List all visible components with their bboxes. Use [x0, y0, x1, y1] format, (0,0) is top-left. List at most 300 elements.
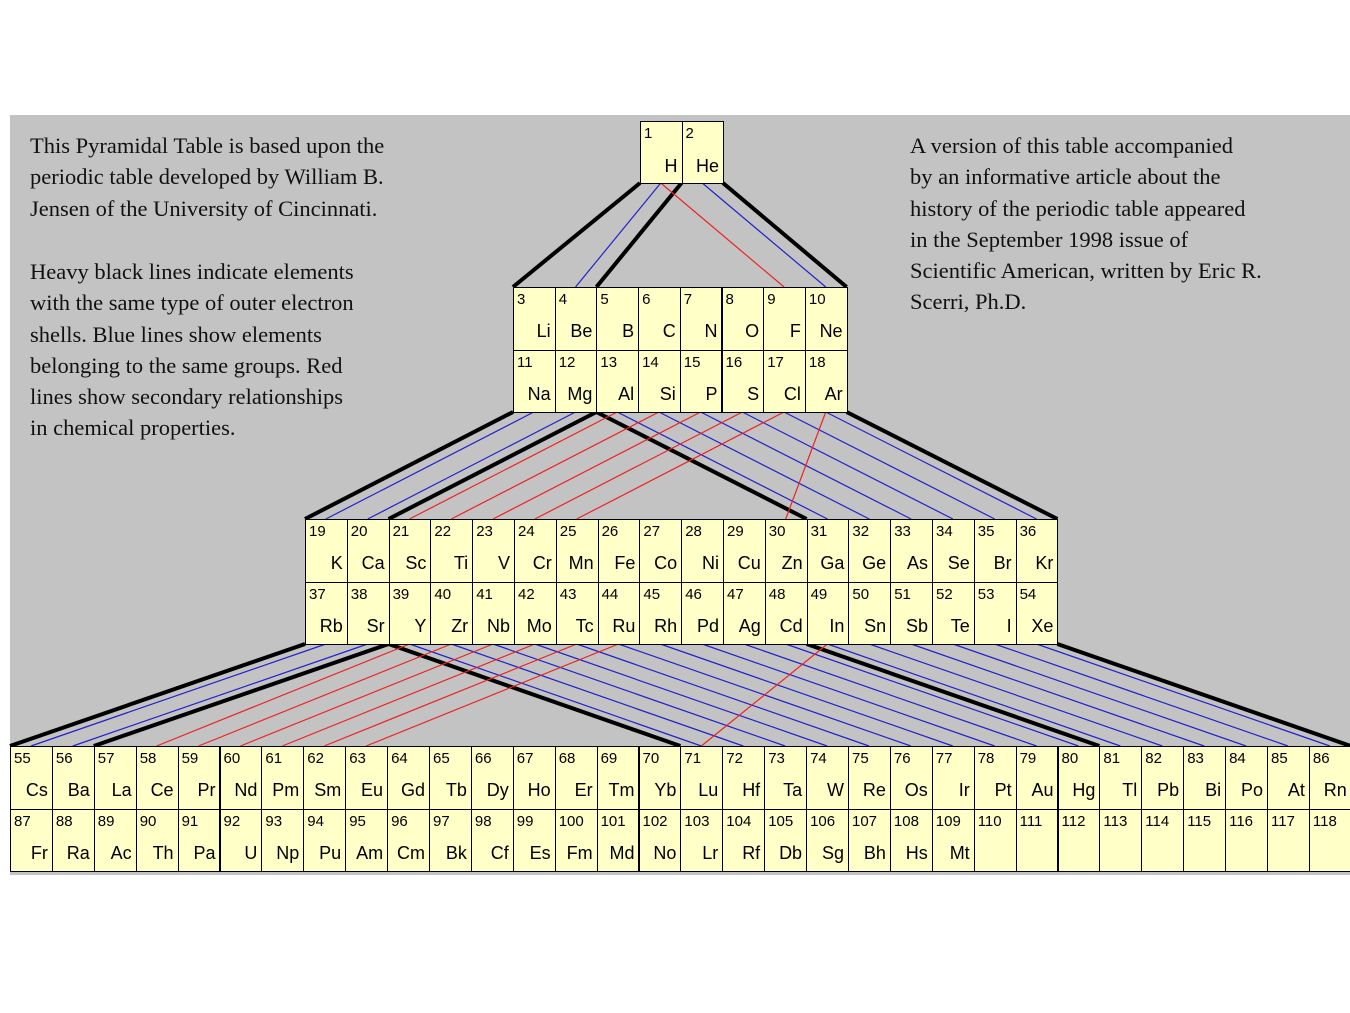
atomic-number: 11	[517, 353, 533, 371]
element-cell-66	[471, 746, 514, 810]
element-cell-115	[1183, 809, 1226, 873]
element-cell-79	[1016, 746, 1059, 810]
secondary-line-17-25	[577, 412, 784, 519]
element-cell-87	[10, 809, 53, 873]
atomic-number: 74	[810, 750, 827, 767]
element-cell-19	[305, 519, 348, 583]
element-cell-4	[555, 287, 598, 351]
element-symbol: U	[244, 842, 258, 863]
atomic-number: 60	[223, 750, 241, 767]
element-symbol: C	[662, 321, 676, 341]
atomic-number: 75	[852, 750, 869, 767]
atomic-number: 53	[977, 585, 995, 603]
element-cell-105	[764, 809, 807, 873]
heavy-line-1-3	[513, 183, 640, 287]
atomic-number: 63	[349, 750, 366, 767]
atomic-number: 111	[1019, 812, 1043, 830]
element-cell-55	[10, 746, 53, 810]
legend-note: Heavy black lines indicate elements with the same type of outer electron shells. Blue lines show elements belonging to the same groups. Red lines show secondary relationships in chemical properties.	[30, 259, 354, 441]
element-cell-43	[556, 582, 599, 646]
atomic-number: 49	[810, 585, 828, 603]
atomic-number: 66	[474, 750, 492, 767]
element-symbol: Pu	[319, 842, 342, 863]
atomic-number: 112	[1061, 812, 1086, 830]
atomic-number: 114	[1145, 812, 1170, 830]
element-symbol: In	[829, 615, 845, 636]
element-symbol: Re	[862, 780, 886, 800]
element-cell-73	[764, 746, 807, 810]
secondary-line-15-23	[493, 412, 701, 519]
element-symbol: Bk	[445, 842, 467, 863]
element-symbol: Ni	[701, 553, 719, 573]
group-line-40-72	[451, 644, 743, 746]
atomic-number: 44	[601, 585, 619, 603]
element-cell-46	[681, 582, 724, 646]
element-cell-97	[429, 809, 472, 873]
element-cell-91	[178, 809, 221, 873]
element-symbol: Nd	[234, 780, 258, 800]
element-symbol: Th	[152, 842, 174, 863]
element-cell-11	[513, 350, 556, 414]
element-symbol: Li	[536, 321, 551, 341]
element-symbol: Yb	[654, 780, 677, 800]
element-cell-118	[1309, 809, 1350, 873]
secondary-line-49-71	[701, 644, 827, 746]
element-cell-85	[1267, 746, 1310, 810]
element-cell-102	[639, 809, 682, 873]
element-cell-56	[52, 746, 95, 810]
source-note: A version of this table accompanied by an informative article about the history of the periodic table appeared in the September 1998 issue of Scientific American, written by Eric R. Scerri, Ph.D.	[910, 133, 1262, 315]
element-cell-22	[430, 519, 473, 583]
element-cell-48	[765, 582, 808, 646]
atomic-number: 29	[727, 523, 744, 540]
element-symbol: Ra	[66, 842, 90, 863]
element-symbol: Cf	[490, 842, 509, 863]
element-cell-54	[1016, 582, 1059, 646]
element-cell-110	[974, 809, 1017, 873]
element-cell-101	[597, 809, 640, 873]
element-cell-67	[513, 746, 556, 810]
element-cell-33	[890, 519, 933, 583]
element-symbol: Hg	[1072, 780, 1096, 800]
element-symbol: Pr	[197, 780, 216, 800]
element-cell-27	[639, 519, 682, 583]
atomic-number: 27	[643, 523, 661, 540]
group-line-18-36	[826, 412, 1037, 519]
element-cell-78	[974, 746, 1017, 810]
atomic-number: 84	[1229, 750, 1246, 767]
element-symbol: Mg	[567, 383, 593, 404]
element-symbol: Y	[414, 615, 427, 636]
group-line-53-85	[995, 644, 1288, 746]
element-cell-71	[680, 746, 723, 810]
element-symbol: Fr	[30, 842, 48, 863]
element-cell-80	[1058, 746, 1101, 810]
element-symbol: Mo	[526, 615, 552, 636]
atomic-number: 9	[767, 291, 776, 308]
atomic-number: 68	[558, 750, 576, 767]
element-cell-76	[890, 746, 933, 810]
atomic-number: 108	[893, 812, 919, 830]
element-cell-69	[597, 746, 640, 810]
element-symbol: I	[1006, 615, 1012, 636]
atomic-number: 56	[55, 750, 73, 767]
element-symbol: Am	[356, 842, 384, 863]
group-line-13-31	[617, 412, 827, 519]
element-cell-88	[52, 809, 95, 873]
element-symbol: Fe	[614, 553, 636, 573]
atomic-number: 5	[600, 291, 609, 308]
heavy-line-37-55	[10, 644, 305, 746]
element-cell-40	[430, 582, 473, 646]
atomic-number: 90	[139, 812, 157, 830]
element-symbol: K	[330, 553, 343, 573]
atomic-number: 101	[600, 812, 626, 830]
element-cell-75	[848, 746, 891, 810]
element-symbol: Np	[276, 842, 300, 863]
atomic-number: 117	[1271, 812, 1295, 830]
element-cell-62	[303, 746, 346, 810]
element-symbol: At	[1287, 780, 1305, 800]
element-symbol: Cs	[25, 780, 48, 800]
atomic-number: 87	[14, 812, 31, 830]
atomic-number: 6	[642, 291, 651, 308]
atomic-number: 45	[643, 585, 661, 603]
atomic-number: 4	[558, 291, 568, 308]
element-symbol: Ca	[361, 553, 385, 573]
element-cell-96	[387, 809, 430, 873]
element-symbol: Nb	[486, 615, 510, 636]
element-symbol: As	[906, 553, 928, 573]
heavy-line-39-71	[389, 644, 681, 746]
element-cell-98	[471, 809, 514, 873]
atomic-number: 116	[1229, 812, 1254, 830]
element-symbol: Kr	[1035, 553, 1054, 573]
element-symbol: Ta	[783, 780, 803, 800]
element-cell-92	[220, 809, 263, 873]
element-symbol: Zr	[451, 615, 469, 636]
secondary-line-42-61	[282, 644, 535, 746]
secondary-line-1-9	[661, 183, 784, 287]
atomic-number: 79	[1019, 750, 1037, 767]
atomic-number: 92	[223, 812, 241, 830]
element-cell-65	[429, 746, 472, 810]
element-symbol: Ir	[958, 780, 970, 800]
atomic-number: 3	[517, 291, 526, 308]
atomic-number: 85	[1271, 750, 1288, 767]
element-symbol: Es	[529, 842, 551, 863]
intro-note: This Pyramidal Table is based upon the periodic table developed by William B. Jensen of the University of Cincinnati.	[30, 133, 385, 221]
atomic-number: 78	[977, 750, 995, 767]
atomic-number: 72	[726, 750, 743, 767]
atomic-number: 46	[685, 585, 702, 603]
atomic-number: 104	[726, 812, 752, 830]
group-line-17-35	[784, 412, 995, 519]
element-cell-61	[261, 746, 304, 810]
atomic-number: 37	[309, 585, 326, 603]
atomic-number: 13	[600, 353, 618, 371]
group-line-14-32	[659, 412, 869, 519]
element-cell-21	[389, 519, 432, 583]
element-cell-25	[556, 519, 599, 583]
atomic-number: 42	[518, 585, 535, 603]
element-cell-103	[680, 809, 723, 873]
heavy-line-38-57	[94, 644, 389, 746]
element-symbol: Au	[1031, 780, 1054, 800]
element-symbol: Bh	[863, 842, 886, 863]
group-line-48-80	[786, 644, 1079, 746]
element-symbol: Sg	[821, 842, 844, 863]
atomic-number: 88	[55, 812, 73, 830]
element-symbol: B	[622, 321, 635, 341]
group-line-43-75	[577, 644, 869, 746]
element-cell-74	[806, 746, 849, 810]
element-symbol: Cm	[396, 842, 425, 863]
element-symbol: Sr	[366, 615, 385, 636]
atomic-number: 83	[1187, 750, 1204, 767]
atomic-number: 7	[683, 291, 693, 308]
group-line-54-86	[1037, 644, 1330, 746]
element-symbol: Eu	[361, 780, 384, 800]
element-cell-23	[472, 519, 515, 583]
element-symbol: Al	[618, 383, 635, 404]
element-cell-53	[974, 582, 1017, 646]
element-cell-35	[974, 519, 1017, 583]
element-cell-59	[178, 746, 221, 810]
element-cell-89	[94, 809, 137, 873]
element-cell-106	[806, 809, 849, 873]
element-symbol: Ho	[527, 780, 551, 800]
atomic-number: 118	[1312, 812, 1337, 830]
group-line-42-74	[535, 644, 827, 746]
atomic-number: 10	[808, 291, 826, 308]
atomic-number: 57	[97, 750, 115, 767]
element-cell-18	[805, 350, 848, 414]
element-cell-38	[347, 582, 390, 646]
atomic-number: 19	[309, 523, 326, 540]
element-symbol: Ac	[110, 842, 132, 863]
atomic-number: 99	[516, 812, 534, 830]
element-cell-28	[681, 519, 724, 583]
element-cell-10	[805, 287, 848, 351]
element-symbol: Po	[1240, 780, 1263, 800]
element-symbol: Sc	[405, 553, 427, 573]
atomic-number: 58	[139, 750, 157, 767]
element-symbol: Ru	[612, 615, 636, 636]
atomic-number: 28	[685, 523, 702, 540]
atomic-number: 100	[558, 812, 584, 830]
atomic-number: 41	[476, 585, 493, 603]
element-symbol: Ba	[67, 780, 90, 800]
element-cell-15	[680, 350, 723, 414]
atomic-number: 22	[434, 523, 452, 540]
element-cell-100	[555, 809, 598, 873]
element-cell-6	[638, 287, 681, 351]
heavy-line-48-81	[807, 644, 1100, 746]
element-cell-117	[1267, 809, 1310, 873]
element-symbol: He	[695, 156, 719, 176]
element-symbol: Cl	[783, 383, 801, 404]
element-cell-58	[136, 746, 179, 810]
element-cell-41	[472, 582, 515, 646]
atomic-number: 76	[893, 750, 911, 767]
group-line-2-10	[702, 183, 826, 287]
atomic-number: 24	[518, 523, 535, 540]
atomic-number: 55	[14, 750, 31, 767]
atomic-number: 31	[810, 523, 828, 540]
element-symbol: Ti	[453, 553, 469, 573]
atomic-number: 89	[97, 812, 115, 830]
element-symbol: Bi	[1205, 780, 1222, 800]
element-cell-31	[807, 519, 850, 583]
element-symbol: Si	[659, 383, 676, 404]
element-symbol: Os	[904, 780, 928, 800]
element-symbol: Rb	[319, 615, 343, 636]
atomic-number: 91	[181, 812, 199, 830]
element-cell-42	[514, 582, 557, 646]
atomic-number: 1	[644, 125, 653, 142]
element-symbol: Zn	[781, 553, 803, 573]
atomic-number: 69	[600, 750, 618, 767]
atomic-number: 81	[1103, 750, 1121, 767]
element-cell-12	[555, 350, 598, 414]
atomic-number: 33	[894, 523, 911, 540]
element-cell-57	[94, 746, 137, 810]
element-cell-30	[765, 519, 808, 583]
atomic-number: 35	[977, 523, 995, 540]
element-symbol: Sb	[905, 615, 928, 636]
element-symbol: Ag	[738, 615, 761, 636]
element-cell-7	[680, 287, 723, 351]
element-cell-37	[305, 582, 348, 646]
atomic-number: 97	[433, 812, 450, 830]
atomic-number: 39	[392, 585, 410, 603]
group-line-47-79	[744, 644, 1037, 746]
element-symbol: Gd	[400, 780, 425, 800]
element-symbol: Se	[947, 553, 970, 573]
element-cell-16	[722, 350, 765, 414]
element-symbol: Cr	[532, 553, 552, 573]
element-cell-63	[345, 746, 388, 810]
element-cell-108	[890, 809, 933, 873]
element-symbol: Te	[950, 615, 970, 636]
element-cell-77	[932, 746, 975, 810]
element-cell-95	[345, 809, 388, 873]
element-symbol: Md	[609, 842, 635, 863]
element-cell-20	[347, 519, 390, 583]
element-symbol: Lr	[702, 842, 719, 863]
element-symbol: No	[653, 842, 677, 863]
atomic-number: 106	[810, 812, 836, 830]
secondary-line-41-60	[240, 644, 493, 746]
atomic-number: 47	[727, 585, 744, 603]
element-cell-32	[848, 519, 891, 583]
atomic-number: 25	[559, 523, 577, 540]
element-symbol: Tl	[1122, 780, 1138, 800]
element-cell-14	[638, 350, 681, 414]
heavy-line-2-5	[596, 183, 681, 287]
element-cell-99	[513, 809, 556, 873]
element-cell-81	[1099, 746, 1142, 810]
element-cell-93	[261, 809, 304, 873]
atomic-number: 62	[307, 750, 324, 767]
element-symbol: Cu	[737, 553, 761, 573]
atomic-number: 86	[1312, 750, 1330, 767]
element-cell-70	[639, 746, 682, 810]
atomic-number: 48	[768, 585, 786, 603]
atomic-number: 70	[642, 750, 660, 767]
atomic-number: 98	[474, 812, 492, 830]
atomic-number: 95	[349, 812, 366, 830]
secondary-line-44-63	[366, 644, 618, 746]
atomic-number: 23	[476, 523, 493, 540]
element-symbol: Db	[779, 842, 803, 863]
group-line-50-82	[869, 644, 1162, 746]
element-cell-5	[596, 287, 639, 351]
atomic-number: 50	[852, 585, 870, 603]
secondary-line-18-30	[786, 412, 826, 519]
element-cell-50	[848, 582, 891, 646]
atomic-number: 15	[683, 353, 701, 371]
element-symbol: Sn	[864, 615, 887, 636]
element-cell-83	[1183, 746, 1226, 810]
element-symbol: Ga	[820, 553, 845, 573]
element-cell-44	[598, 582, 641, 646]
element-cell-29	[723, 519, 766, 583]
element-cell-64	[387, 746, 430, 810]
atomic-number: 93	[265, 812, 283, 830]
element-symbol: Pa	[193, 842, 216, 863]
atomic-number: 109	[935, 812, 961, 830]
element-symbol: P	[705, 383, 718, 404]
element-symbol: Pd	[696, 615, 719, 636]
atomic-number: 61	[265, 750, 283, 767]
element-cell-1	[640, 121, 683, 184]
atomic-number: 26	[601, 523, 619, 540]
atomic-number: 14	[642, 353, 659, 371]
element-symbol: Pm	[272, 780, 300, 800]
element-cell-2	[682, 121, 725, 184]
atomic-number: 12	[558, 353, 576, 371]
element-cell-17	[763, 350, 806, 414]
element-cell-8	[722, 287, 765, 351]
atomic-number: 34	[936, 523, 953, 540]
atomic-number: 96	[391, 812, 408, 830]
heavy-line-2-10	[723, 183, 847, 287]
element-symbol: W	[826, 780, 844, 800]
atomic-number: 105	[768, 812, 794, 830]
atomic-number: 54	[1019, 585, 1037, 603]
atomic-number: 94	[307, 812, 324, 830]
element-cell-112	[1058, 809, 1101, 873]
atomic-number: 110	[977, 812, 1002, 830]
atomic-number: 77	[935, 750, 953, 767]
element-cell-3	[513, 287, 556, 351]
atomic-number: 18	[808, 353, 826, 371]
element-cell-13	[596, 350, 639, 414]
element-cell-94	[303, 809, 346, 873]
group-line-39-71	[410, 644, 702, 746]
atomic-number: 107	[852, 812, 878, 830]
element-symbol: N	[704, 321, 718, 341]
atomic-number: 36	[1019, 523, 1037, 540]
atomic-number: 32	[852, 523, 870, 540]
atomic-number: 73	[768, 750, 785, 767]
atomic-number: 40	[434, 585, 452, 603]
element-symbol: O	[745, 321, 760, 341]
element-cell-9	[763, 287, 806, 351]
atomic-number: 8	[725, 291, 734, 308]
